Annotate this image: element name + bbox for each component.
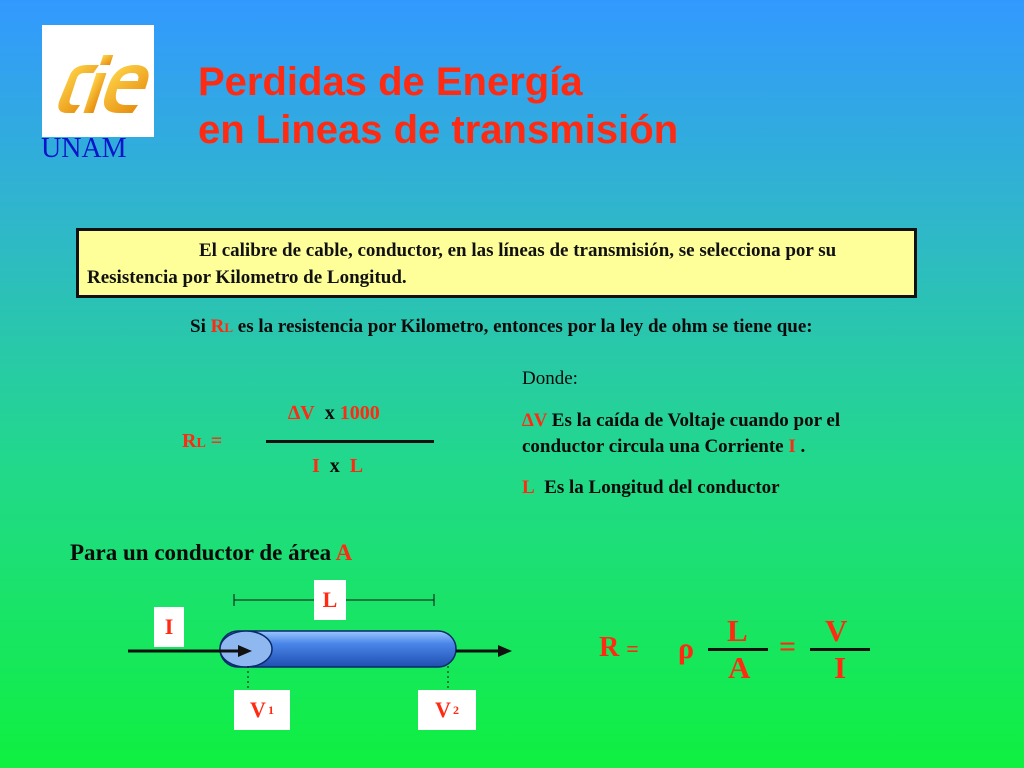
unam-label: UNAM	[41, 133, 127, 164]
rl-denominator: I x L	[312, 455, 364, 477]
formula-den-a: A	[728, 650, 751, 685]
intro-line	[190, 316, 813, 338]
note-text: El calibre de cable, conductor, en las líneas de transmisión, se selecciona por su Resistencia por Kilometro de Longitud.	[87, 240, 837, 288]
formula-r: R =	[599, 632, 639, 663]
page-title	[198, 58, 678, 154]
formula-eq-2: =	[779, 630, 797, 663]
donde-heading: Donde:	[522, 368, 578, 389]
length-label: L	[314, 580, 346, 620]
note-box	[76, 228, 917, 298]
formula-num-v: V	[825, 613, 848, 648]
title-line-2: en Lineas de transmisión	[198, 108, 679, 152]
delta-v-symbol: ∆V	[288, 402, 315, 424]
thousand-value: 1000	[339, 402, 380, 424]
current-label: I	[154, 607, 184, 647]
area-heading: Para un conductor de área A	[70, 540, 353, 565]
definition-length: L Es la Longitud del conductor	[522, 477, 780, 498]
voltage-1-label: V 1	[234, 690, 290, 730]
times-sign: x	[324, 402, 335, 424]
formula-num-l: L	[727, 613, 748, 648]
rl-fraction-bar	[266, 440, 434, 443]
rl-numerator	[288, 402, 380, 425]
definition-delta-v: ∆V Es la caída de Voltaje cuando por el conductor circula una Corriente I .	[522, 410, 841, 457]
title-line-1: Perdidas de Energía	[198, 60, 583, 104]
voltage-2-label: V 2	[418, 690, 476, 730]
rl-label: RL =	[182, 430, 223, 452]
intro-si: Si	[190, 316, 206, 337]
formula-rho: ρ	[678, 632, 695, 665]
formula-den-i: I	[834, 650, 847, 685]
cie-logo-icon	[42, 25, 154, 137]
intro-r: RL	[210, 316, 234, 337]
intro-rest: es la resistencia por Kilometro, entonces por la ley de ohm se tiene que:	[237, 316, 813, 337]
